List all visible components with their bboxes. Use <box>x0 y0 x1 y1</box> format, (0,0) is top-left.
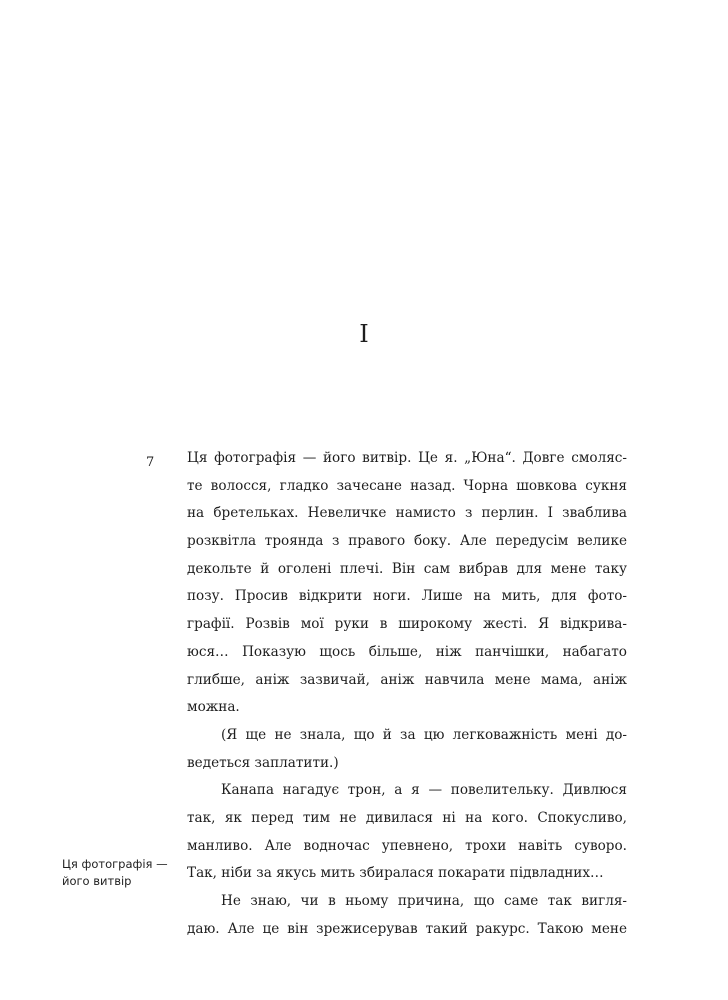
text-line: Ця фотографія — його витвір. Це я. „Юна“. Довге смоляс- <box>187 450 627 466</box>
margin-note-line: Ця фотографія — <box>62 857 168 871</box>
body-text <box>187 445 627 943</box>
text-line: так, як перед тим не дивилася ні на кого. Спокусливо, <box>187 809 627 826</box>
text-line: даю. Але це він зрежисерував такий ракурс. Такою мене <box>187 920 627 937</box>
text-line: Так, ніби за якусь мить збиралася покарати підвладних… <box>187 865 604 882</box>
text-line: позу. Просив відкрити ноги. Лише на мить, для фото- <box>187 588 627 605</box>
text-line: Не знаю, чи в ньому причина, що саме так вигля- <box>221 893 627 909</box>
text-line: те волосся, гладко зачесане назад. Чорна шовкова сукня <box>187 477 627 494</box>
text-line: юся… Показую щось більше, ніж панчішки, набагато <box>187 643 627 660</box>
text-line: графії. Розвів мої руки в широкому жесті. Я відкрива- <box>187 616 627 633</box>
page-number: 7 <box>146 455 155 470</box>
text-line: декольте й оголені плечі. Він сам вибрав для мене таку <box>187 560 627 577</box>
text-line: манливо. Але водночас упевнено, трохи навіть суворо. <box>187 837 627 854</box>
text-line: глибше, аніж зазвичай, аніж навчила мене мама, аніж <box>187 671 627 688</box>
text-line: Канапа нагадує трон, а я — повелительку. Дивлюся <box>221 782 627 799</box>
text-line: на бретельках. Невеличке намисто з перлин. І зваблива <box>187 505 627 522</box>
text-line: можна. <box>187 699 240 716</box>
chapter-number: I <box>359 320 369 348</box>
text-line: (Я ще не знала, що й за цю легковажність мені до- <box>221 726 627 743</box>
text-line: розквітла троянда з правого боку. Але передусім велике <box>187 533 627 550</box>
margin-note-line: його витвір <box>62 874 132 888</box>
margin-note <box>62 856 180 890</box>
text-line: ведеться заплатити.) <box>187 754 339 771</box>
